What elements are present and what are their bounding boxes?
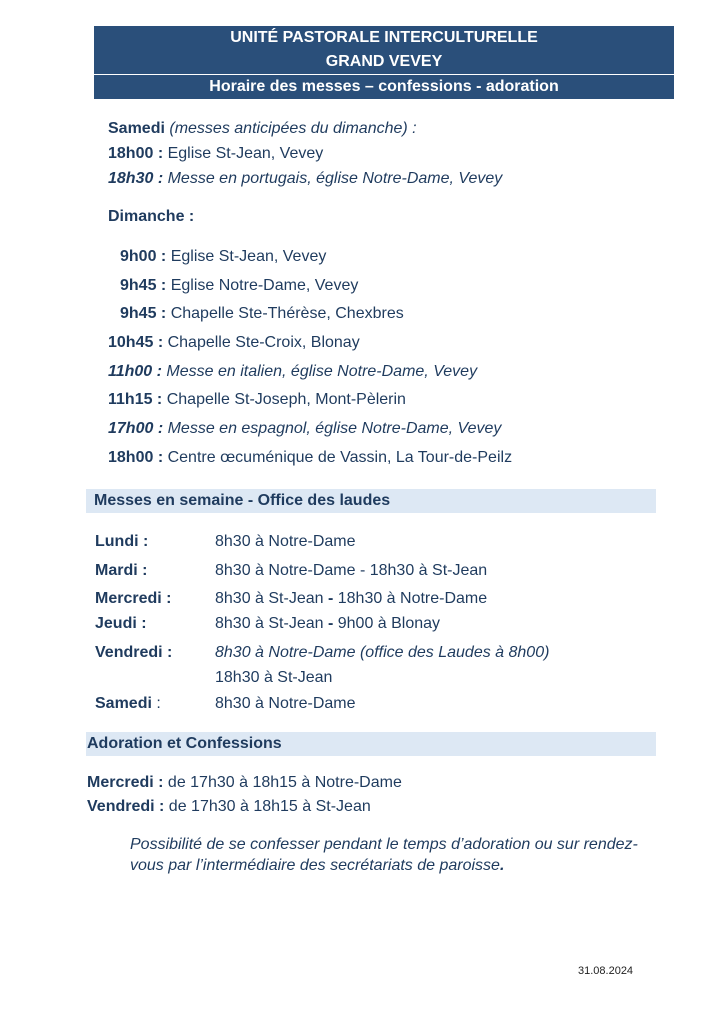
schedule-row bbox=[108, 169, 502, 189]
weekday-schedule: 8h30 à Notre-Dame bbox=[215, 533, 356, 550]
confession-note-end: . bbox=[499, 857, 505, 874]
weekday-schedule bbox=[215, 614, 440, 634]
weekday-colon: : bbox=[151, 695, 161, 712]
adoration-day: Vendredi : bbox=[87, 798, 165, 815]
weekday-schedule: 8h30 à Notre-Dame bbox=[215, 695, 356, 712]
adoration-section-title: Adoration et Confessions bbox=[86, 732, 656, 756]
schedule-place: Eglise St-Jean, Vevey bbox=[170, 248, 327, 265]
schedule-place: Centre œcuménique de Vassin, La Tour-de-Peilz bbox=[167, 449, 513, 466]
schedule-part: 8h30 à St-Jean bbox=[215, 590, 328, 607]
header-subtitle: GRAND VEVEY bbox=[325, 53, 443, 70]
weekday-schedule bbox=[215, 589, 487, 609]
weekday-name: Samedi bbox=[95, 695, 152, 712]
schedule-place: Chapelle Ste-Croix, Blonay bbox=[167, 334, 360, 351]
adoration-row bbox=[87, 773, 402, 793]
weekday-label: Lundi : bbox=[95, 533, 149, 550]
schedule-time: 11h00 : bbox=[108, 363, 162, 380]
adoration-day: Mercredi : bbox=[87, 774, 164, 791]
header-title: UNITÉ PASTORALE INTERCULTURELLE bbox=[230, 29, 538, 46]
schedule-time: 18h00 : bbox=[108, 449, 164, 466]
confession-note-text: Possibilité de se confesser pendant le temps d’adoration ou sur rendez-vous par l’intermédiaire des secrétariats de paroisse bbox=[130, 836, 638, 874]
schedule-time: 18h00 : bbox=[108, 145, 164, 162]
schedule-row bbox=[108, 144, 323, 164]
schedule-row bbox=[108, 419, 501, 439]
weekday-schedule: 8h30 à Notre-Dame - 18h30 à St-Jean bbox=[215, 562, 488, 579]
adoration-time: de 17h30 à 18h15 à St-Jean bbox=[164, 798, 371, 815]
confession-note bbox=[130, 834, 650, 876]
schedule-place: Messe en portugais, église Notre-Dame, Vevey bbox=[167, 170, 503, 187]
page-header bbox=[94, 26, 674, 99]
weekday-label bbox=[95, 694, 161, 714]
adoration-time: de 17h30 à 18h15 à Notre-Dame bbox=[163, 774, 402, 791]
adoration-row bbox=[87, 797, 371, 817]
schedule-row bbox=[120, 304, 404, 324]
schedule-place: Eglise St-Jean, Vevey bbox=[167, 145, 324, 162]
header-schedule-title: Horaire des messes – confessions - adoration bbox=[94, 74, 674, 99]
schedule-row bbox=[120, 276, 358, 296]
schedule-part: 9h00 à Blonay bbox=[333, 615, 441, 632]
schedule-time: 11h15 : bbox=[108, 391, 163, 408]
schedule-row bbox=[108, 362, 477, 382]
weekday-section-title: Messes en semaine - Office des laudes bbox=[86, 489, 656, 513]
weekday-label: Mercredi : bbox=[95, 590, 172, 607]
weekday-schedule: 8h30 à Notre-Dame (office des Laudes à 8h00) bbox=[215, 644, 550, 661]
weekday-label: Jeudi : bbox=[95, 615, 147, 632]
weekday-label: Mardi : bbox=[95, 562, 148, 579]
schedule-separator: - bbox=[327, 615, 334, 632]
schedule-place: Messe en italien, église Notre-Dame, Vevey bbox=[166, 363, 478, 380]
schedule-place: Chapelle St-Joseph, Mont-Pèlerin bbox=[166, 391, 406, 408]
schedule-time: 10h45 : bbox=[108, 334, 164, 351]
dimanche-label: Dimanche : bbox=[108, 208, 195, 225]
weekday-label: Vendredi : bbox=[95, 644, 173, 661]
schedule-time: 18h30 : bbox=[108, 170, 164, 187]
schedule-time: 9h00 : bbox=[120, 248, 167, 265]
schedule-place: Chapelle Ste-Thérèse, Chexbres bbox=[170, 305, 404, 322]
schedule-place: Eglise Notre-Dame, Vevey bbox=[170, 277, 359, 294]
schedule-part: 18h30 à Notre-Dame bbox=[333, 590, 488, 607]
samedi-note: (messes anticipées du dimanche) : bbox=[169, 120, 417, 137]
samedi-label: Samedi bbox=[108, 120, 165, 137]
schedule-row bbox=[108, 333, 360, 353]
schedule-place: Messe en espagnol, église Notre-Dame, Vevey bbox=[167, 420, 502, 437]
samedi-intro bbox=[108, 119, 417, 139]
schedule-time: 17h00 : bbox=[108, 420, 164, 437]
document-date: 31.08.2024 bbox=[578, 965, 634, 977]
schedule-time: 9h45 : bbox=[120, 277, 167, 294]
schedule-separator: - bbox=[327, 590, 334, 607]
schedule-row bbox=[120, 247, 326, 267]
weekday-schedule: 18h30 à St-Jean bbox=[215, 669, 333, 686]
schedule-row bbox=[108, 390, 406, 410]
schedule-row bbox=[108, 448, 512, 468]
schedule-part: 8h30 à St-Jean bbox=[215, 615, 328, 632]
schedule-time: 9h45 : bbox=[120, 305, 167, 322]
